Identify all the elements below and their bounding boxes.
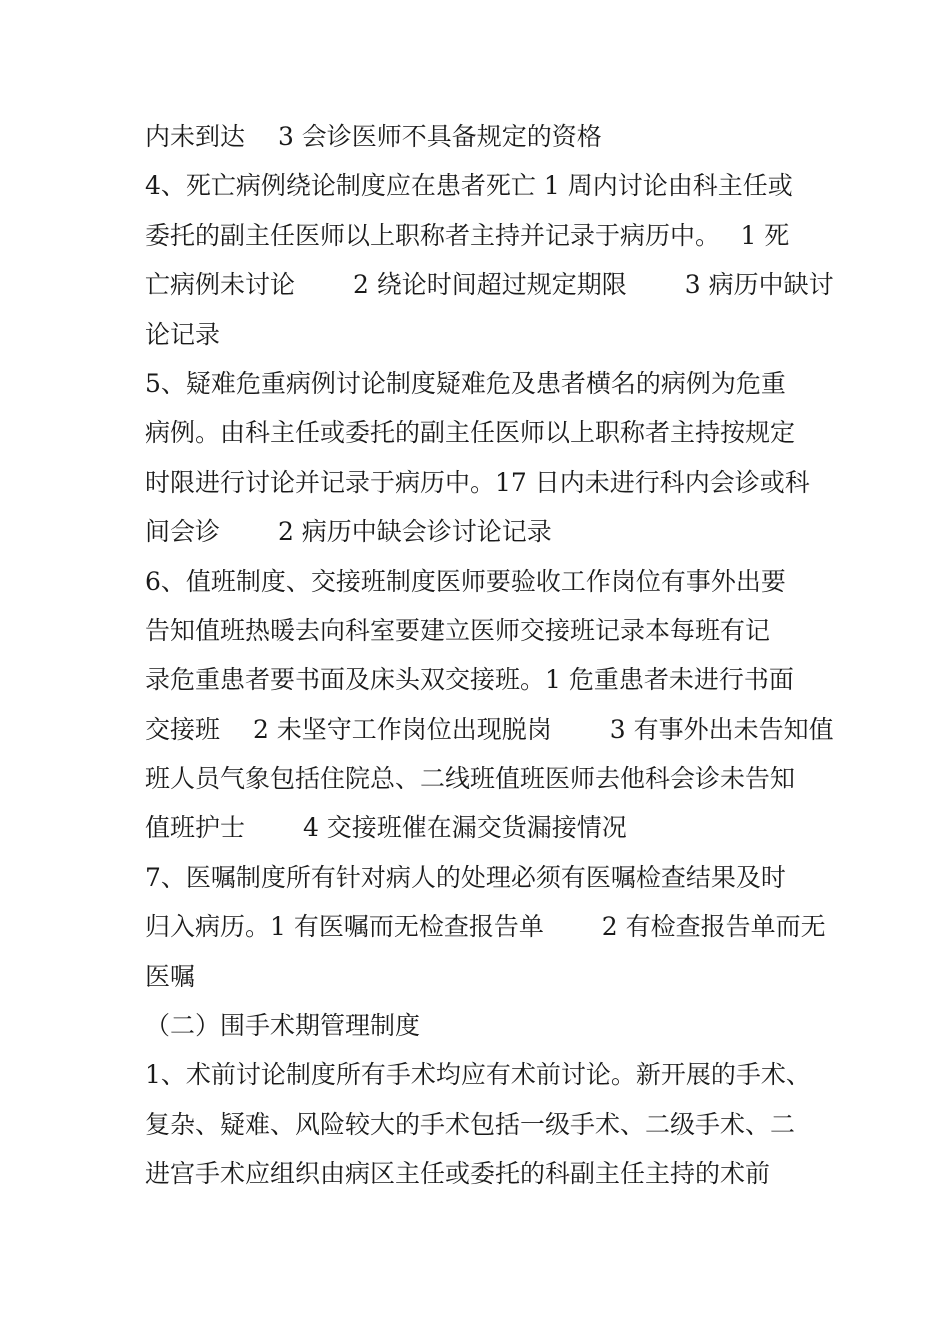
text-line: 6、值班制度、交接班制度医师要验收工作岗位有事外出要 [145, 566, 786, 596]
text-line: 复杂、疑难、风险较大的手术包括一级手术、二级手术、二 [145, 1109, 796, 1139]
text-line: 时限进行讨论并记录于病历中。17 日内未进行科内会诊或科 [145, 467, 810, 497]
text-line: 归入病历。1 有医嘱而无检查报告单 2 有检查报告单而无 [145, 912, 826, 942]
text-line: 委托的副主任医师以上职称者主持并记录于病历中。 1 死 [145, 220, 790, 250]
text-line: 医嘱 [145, 961, 196, 991]
text-line: 内未到达 3 会诊医师不具备规定的资格 [145, 122, 602, 151]
text-line: 进宫手术应组织由病区主任或委托的科副主任主持的术前 [145, 1159, 771, 1189]
text-line: 班人员气象包括住院总、二线班值班医师去他科会诊未告知 [145, 764, 796, 794]
text-line: 1、术前讨论制度所有手术均应有术前讨论。新开展的手术、 [145, 1060, 811, 1090]
text-line: 交接班 2 未坚守工作岗位出现脱岗 3 有事外出未告知值 [145, 714, 834, 744]
text-line: 录危重患者要书面及床头双交接班。1 危重患者未进行书面 [145, 665, 794, 695]
text-line: 5、疑难危重病例讨论制度疑难危及患者横名的病例为危重 [145, 368, 786, 398]
text-line: 值班护士 4 交接班催在漏交货漏接情况 [145, 813, 627, 843]
text-line: 4、死亡病例绕论制度应在患者死亡 1 周内讨论由科主任或 [145, 171, 793, 201]
text-line: 亡病例未讨论 2 绕论时间超过规定期限 3 病历中缺讨 [145, 270, 834, 300]
text-line: 7、医嘱制度所有针对病人的处理必须有医嘱检查结果及时 [145, 862, 786, 892]
text-line: 告知值班热暖去向科室要建立医师交接班记录本每班有记 [145, 615, 771, 645]
text-line: 间会诊 2 病历中缺会诊讨论记录 [145, 517, 552, 547]
text-line: 论记录 [145, 319, 221, 349]
section-heading: （二）围手术期管理制度 [145, 1011, 421, 1041]
text-line: 病例。由科主任或委托的副主任医师以上职称者主持按规定 [145, 418, 796, 448]
document-body [145, 112, 834, 1199]
